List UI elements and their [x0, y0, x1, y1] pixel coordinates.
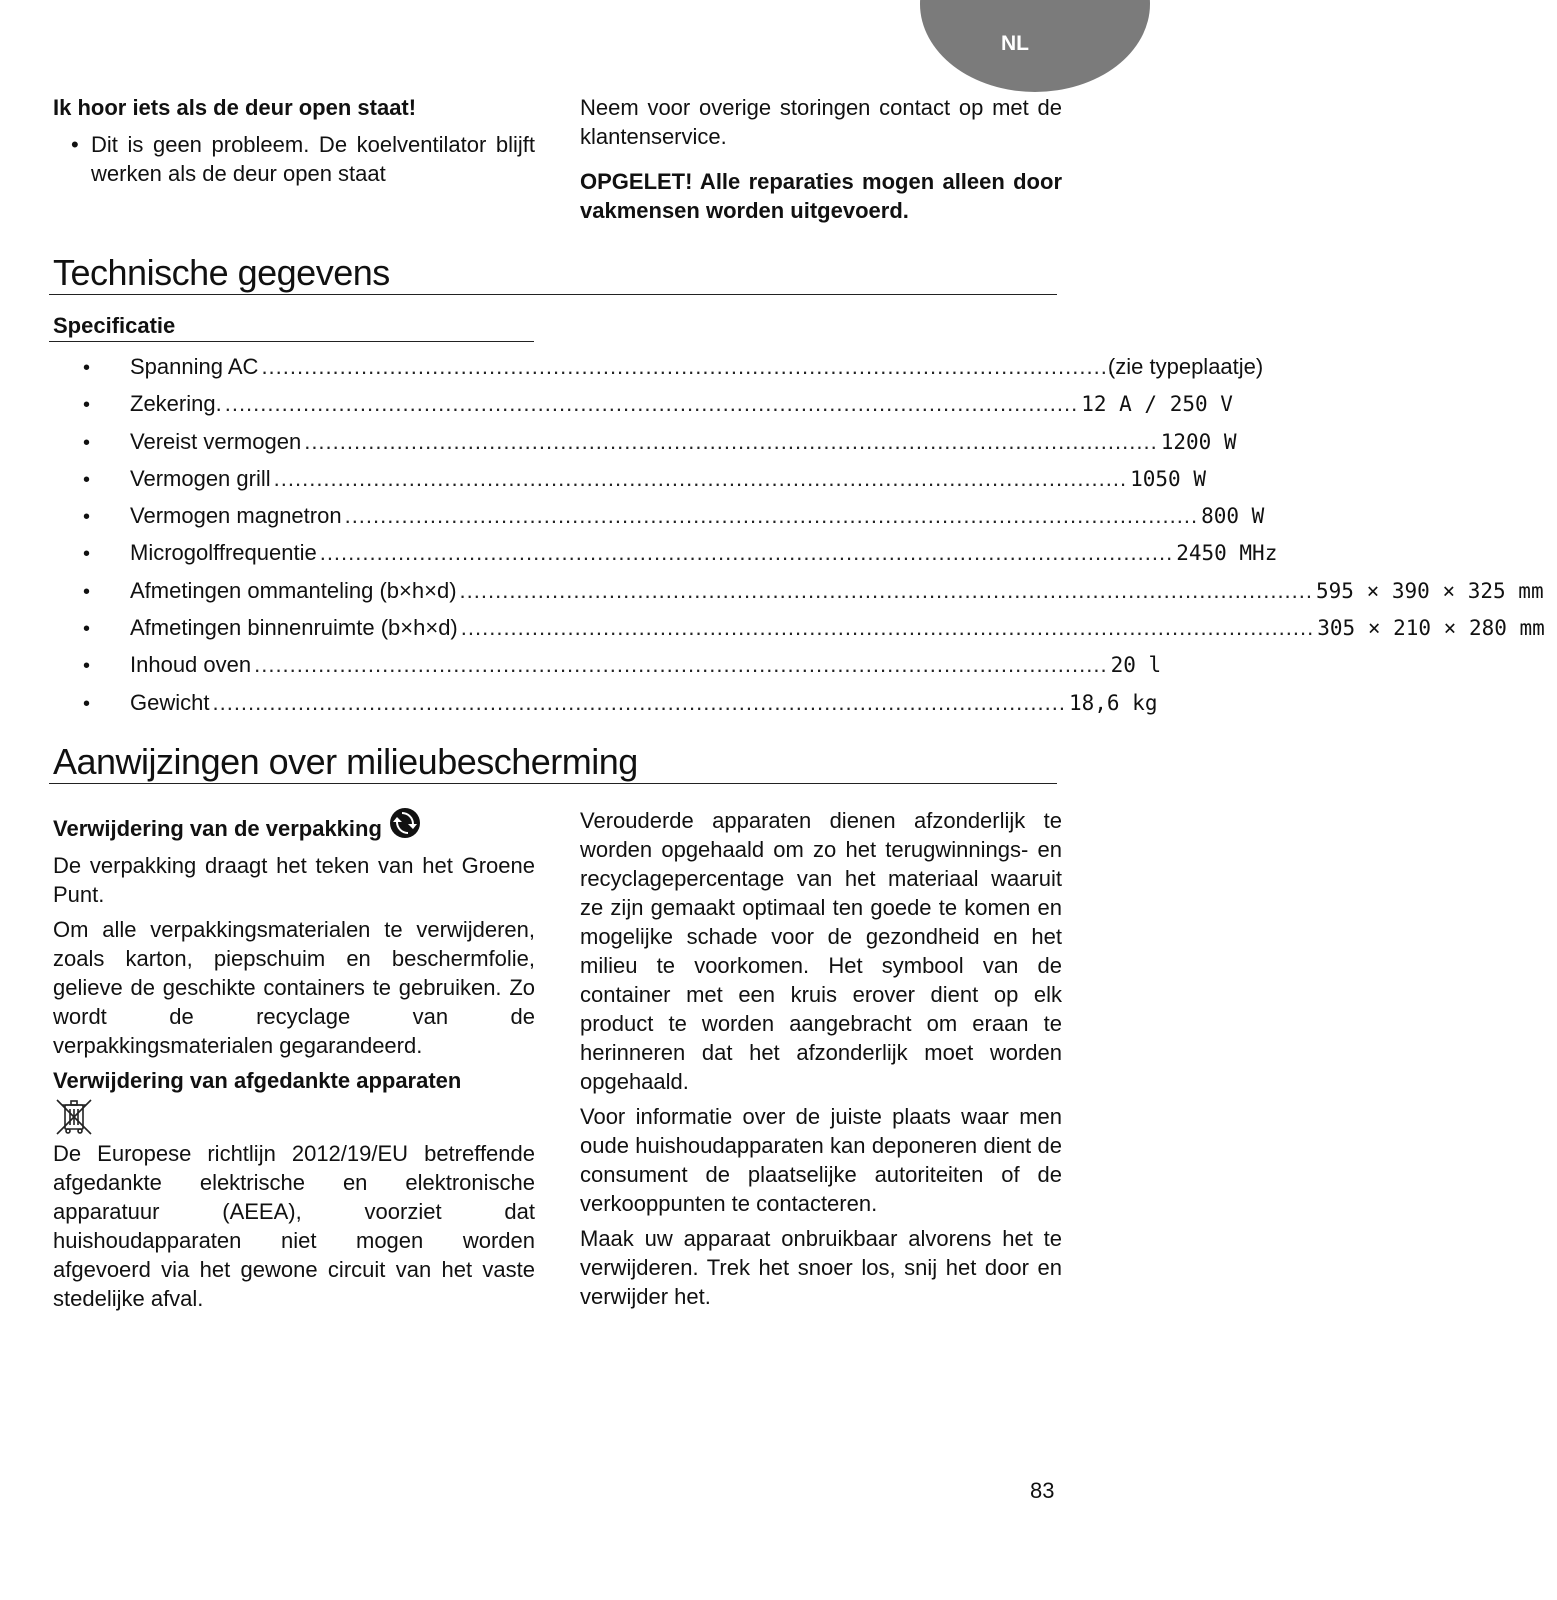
troubleshooting-left	[53, 93, 535, 188]
dot-leader: ........................................................................................................................	[304, 428, 1158, 454]
bullet-icon: •	[83, 655, 91, 678]
bullet-icon: •	[83, 618, 91, 641]
spec-value: 12 A / 250 V	[1081, 392, 1233, 417]
environment-right	[580, 806, 1062, 1311]
environment-title-rule	[49, 783, 1057, 784]
spec-value: 20 l	[1110, 653, 1162, 678]
dot-leader: ........................................................................................................................	[212, 689, 1066, 715]
spec-value: (zie typeplaatje)	[1107, 354, 1264, 379]
environment-title: Aanwijzingen over milieubescherming	[53, 741, 638, 782]
other-issues-text: Neem voor overige storingen contact op met de klantenservice.	[580, 95, 1062, 149]
spec-list	[83, 352, 1545, 725]
bullet-icon: •	[83, 357, 91, 379]
troubleshooting-right	[580, 93, 1062, 225]
spec-value: 18,6 kg	[1068, 690, 1158, 715]
bullet-icon: •	[83, 468, 91, 491]
appliances-p1: De Europese richtlijn 2012/19/EU betreffende afgedankte elektrische en elektronische apparatuur (AEEA), voorziet dat huishoudapparaten niet mogen worden afgevoerd via het gewone circuit van het vaste stedelijke afval.	[53, 1141, 535, 1311]
right-p2: Voor informatie over de juiste plaats waar men oude huishoudapparaten kan deponeren dient de consument de plaatselijke autoriteiten of de verkooppunten te contacteren.	[580, 1104, 1062, 1216]
spec-value: 595 × 390 × 325 mm	[1316, 578, 1544, 603]
dot-leader: ........................................................................................................................	[261, 354, 1115, 379]
packaging-p1: De verpakking draagt het teken van het Groene Punt.	[53, 853, 535, 907]
dot-leader: ........................................................................................................................	[319, 540, 1174, 566]
dot-leader: ........................................................................................................................	[273, 465, 1128, 491]
packaging-heading-row	[53, 806, 535, 847]
spec-row	[83, 613, 1545, 650]
spec-label: Inhoud oven	[130, 652, 252, 678]
environment-left	[53, 806, 535, 1313]
spec-label: Afmetingen binnenruimte (b×h×d)	[130, 615, 458, 641]
dot-leader: ........................................................................................................................	[460, 615, 1315, 641]
dot-leader: ........................................................................................................................	[344, 503, 1199, 529]
spec-row	[83, 650, 1162, 687]
spec-row	[83, 427, 1237, 464]
green-dot-icon	[388, 806, 422, 847]
bullet-icon: •	[83, 506, 91, 529]
bullet-icon: •	[83, 543, 91, 566]
page-number: 83	[1030, 1478, 1055, 1503]
spec-label: Vereist vermogen	[130, 428, 302, 454]
spec-row	[83, 464, 1206, 501]
spec-value: 1200 W	[1160, 429, 1237, 454]
door-noise-bullet	[71, 130, 535, 188]
spec-label: Vermogen magnetron	[130, 503, 342, 529]
appliances-heading: Verwijdering van afgedankte apparaten	[53, 1068, 462, 1093]
dot-leader: ........................................................................................................................	[224, 391, 1079, 417]
spec-value: 800 W	[1201, 504, 1265, 529]
dot-leader: ........................................................................................................................	[254, 652, 1108, 678]
spec-subtitle: Specificatie	[53, 313, 176, 338]
spec-row	[83, 538, 1278, 575]
spec-label: Vermogen grill	[130, 465, 271, 491]
technical-title: Technische gegevens	[53, 252, 390, 293]
spec-subtitle-rule	[49, 341, 534, 342]
right-p1: Verouderde apparaten dienen afzonderlijk te worden opgehaald om zo het terugwinnings- en recyclagepercentage van het materiaal waaruit ze zijn gemaakt optimaal ten goede te komen en mogelijke schade voor de gezondheid en het milieu te voorkomen. Het symbool van de container met een kruis erover dient op elk product te worden aangebracht om eraan te herinneren dat het afzonderlijk moet worden opgehaald.	[580, 808, 1062, 1094]
spec-row	[83, 688, 1158, 725]
spec-row	[83, 389, 1233, 426]
packaging-p2: Om alle verpakkingsmaterialen te verwijderen, zoals karton, piepschuim en beschermfolie, gelieve de geschikte containers te gebruiken. Zo wordt de recyclage van de verpakkingsmaterialen gegarandeerd.	[53, 917, 535, 1058]
repair-warning: OPGELET! Alle reparaties mogen alleen door vakmensen worden uitgevoerd.	[580, 169, 1062, 223]
bullet-icon: •	[83, 692, 91, 715]
spec-row	[83, 352, 1264, 389]
weee-bin-icon	[53, 1097, 535, 1137]
door-noise-text: Dit is geen probleem. De koelventilator blijft werken als de deur open staat	[91, 132, 535, 186]
bullet-icon: •	[83, 580, 91, 603]
spec-label: Gewicht	[130, 689, 210, 715]
spec-row	[83, 501, 1265, 538]
spec-label: Spanning AC	[130, 354, 259, 379]
spec-label: Afmetingen ommanteling (b×h×d)	[130, 577, 457, 603]
packaging-heading: Verwijdering van de verpakking	[53, 816, 382, 841]
dot-leader: ........................................................................................................................	[459, 577, 1314, 603]
bullet-icon: •	[83, 394, 91, 417]
language-tab-label: NL	[1001, 32, 1029, 55]
right-p3: Maak uw apparaat onbruikbaar alvorens het te verwijderen. Trek het snoer los, snij het door en verwijder het.	[580, 1226, 1062, 1309]
spec-value: 2450 MHz	[1176, 541, 1278, 566]
spec-value: 305 × 210 × 280 mm	[1317, 616, 1545, 641]
spec-row	[83, 576, 1544, 613]
technical-title-rule	[49, 294, 1057, 295]
bullet-icon: •	[71, 132, 79, 157]
door-noise-heading: Ik hoor iets als de deur open staat!	[53, 95, 417, 120]
bullet-icon: •	[83, 431, 91, 454]
spec-value: 1050 W	[1130, 466, 1206, 491]
spec-label: Zekering.	[130, 391, 222, 417]
spec-label: Microgolffrequentie	[130, 540, 317, 566]
